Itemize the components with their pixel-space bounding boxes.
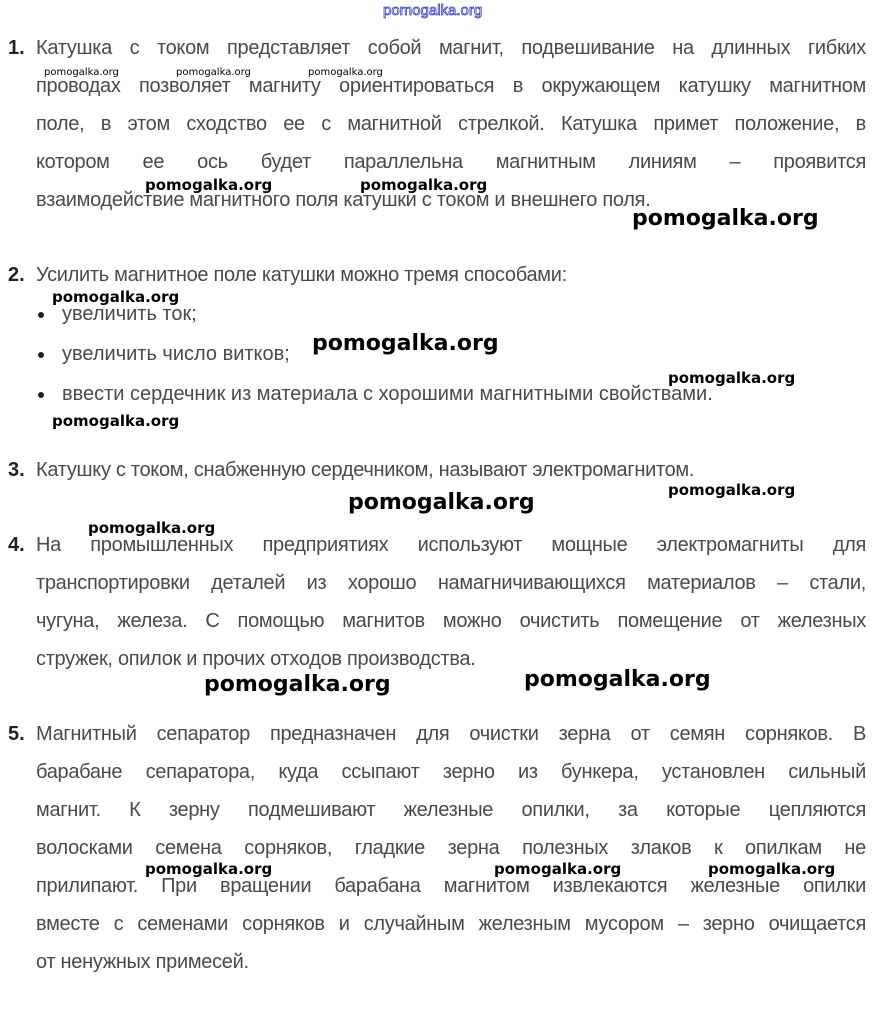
text-line: транспортировки деталей из хорошо намагничивающихся материалов – стали,: [36, 572, 866, 594]
text-line: чугуна, железа. С помощью магнитов можно очистить помещение от железных: [36, 610, 866, 632]
watermark: pomogalka.org: [145, 860, 273, 878]
bullet-icon: [38, 352, 44, 358]
text-line: поле, в этом сходство ее с магнитной стрелкой. Катушка примет положение, в: [36, 113, 866, 135]
text-line: Магнитный сепаратор предназначен для очистки зерна от семян сорняков. В: [36, 723, 866, 745]
watermark: pomogalka.org: [204, 672, 391, 697]
text-line: от ненужных примесей.: [36, 951, 249, 973]
watermark: pomogalka.org: [383, 2, 483, 19]
watermark: pomogalka.org: [52, 412, 180, 430]
watermark: pomogalka.org: [708, 860, 836, 878]
text-line: стружек, опилок и прочих отходов производства.: [36, 648, 476, 670]
watermark: pomogalka.org: [44, 67, 119, 78]
bullet-text: ввести сердечник из материала с хорошими магнитными свойствами.: [62, 383, 713, 405]
watermark: pomogalka.org: [632, 206, 819, 231]
watermark: pomogalka.org: [360, 176, 488, 194]
watermark: pomogalka.org: [668, 369, 796, 387]
bullet-icon: [38, 392, 44, 398]
watermark: pomogalka.org: [668, 481, 796, 499]
watermark: pomogalka.org: [524, 667, 711, 692]
text-line: взаимодействие магнитного поля катушки с током и внешнего поля.: [36, 189, 651, 211]
text-line: проводах позволяет магниту ориентироваться в окружающем катушку магнитном: [36, 75, 866, 97]
text-line: вместе с семенами сорняков и случайным железным мусором – зерно очищается: [36, 913, 866, 935]
paragraph-number: 5.: [8, 723, 25, 745]
watermark: pomogalka.org: [348, 490, 535, 515]
bullet-text: увеличить число витков;: [62, 343, 290, 365]
text-line: прилипают. При вращении барабана магнитом извлекаются железные опилки: [36, 875, 866, 897]
text-line: котором ее ось будет параллельна магнитным линиям – проявится: [36, 151, 866, 173]
watermark: pomogalka.org: [88, 519, 216, 537]
watermark: pomogalka.org: [145, 176, 273, 194]
paragraph-number: 1.: [8, 37, 25, 59]
text-line: барабане сепаратора, куда ссыпают зерно из бункера, установлен сильный: [36, 761, 866, 783]
bullet-icon: [38, 312, 44, 318]
paragraph-number: 4.: [8, 534, 25, 556]
text-line: Катушка с током представляет собой магнит, подвешивание на длинных гибких: [36, 37, 866, 59]
text-line: Катушку с током, снабженную сердечником, называют электромагнитом.: [36, 459, 695, 481]
paragraph-number: 3.: [8, 459, 25, 481]
bullet-text: увеличить ток;: [62, 303, 197, 325]
watermark: pomogalka.org: [52, 288, 180, 306]
text-line: На промышленных предприятиях используют мощные электромагниты для: [36, 534, 866, 556]
watermark: pomogalka.org: [176, 67, 251, 78]
text-line: волосками семена сорняков, гладкие зерна полезных злаков к опилкам не: [36, 837, 866, 859]
watermark: pomogalka.org: [494, 860, 622, 878]
watermark: pomogalka.org: [308, 67, 383, 78]
watermark: pomogalka.org: [312, 331, 499, 356]
answer-paragraph: [0, 715, 866, 981]
paragraph-number: 2.: [8, 264, 25, 286]
text-line: магнит. К зерну подмешивают железные опилки, за которые цепляются: [36, 799, 866, 821]
answer-paragraph: [0, 526, 866, 678]
text-line: Усилить магнитное поле катушки можно тремя способами:: [36, 264, 567, 286]
